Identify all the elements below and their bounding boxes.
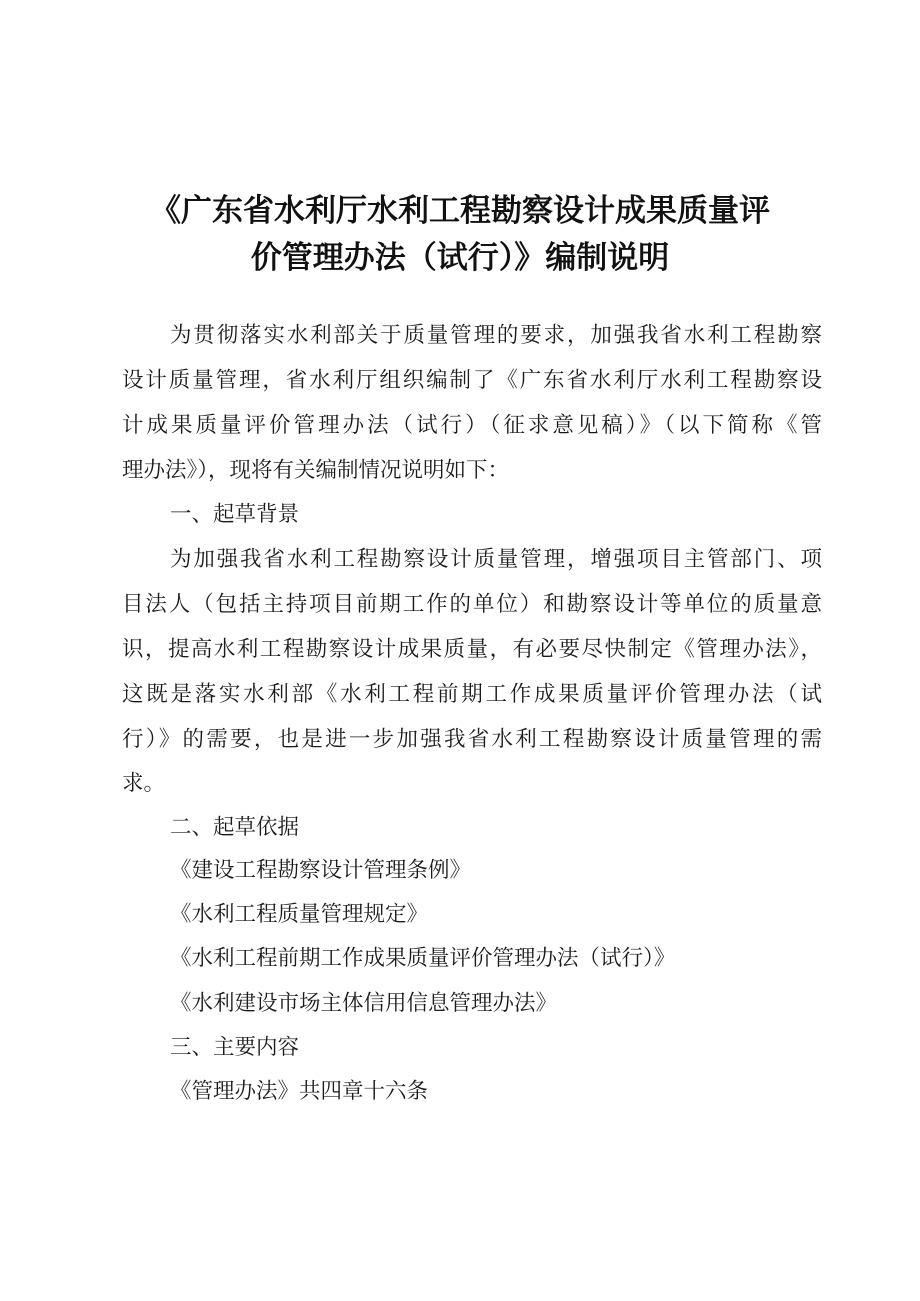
section-1-line-6: 求。 [122, 771, 166, 796]
intro-line-1: 为贯彻落实水利部关于质量管理的要求，加强我省水利工程勘察 [170, 323, 822, 348]
section-1-line-4: 这既是落实水利部《水利工程前期工作成果质量评价管理办法（试 [122, 682, 822, 707]
intro-line-2: 设计质量管理，省水利厅组织编制了《广东省水利厅水利工程勘察设 [122, 368, 822, 393]
section-2-item-3: 《水利工程前期工作成果质量评价管理办法（试行）》 [170, 946, 676, 971]
section-2-item-2: 《水利工程质量管理规定》 [170, 902, 429, 927]
intro-line-3: 计成果质量评价管理办法（试行）（征求意见稿）》（以下简称《管 [122, 413, 822, 438]
section-2-item-1: 《建设工程勘察设计管理条例》 [170, 858, 472, 883]
document-title-line-2: 价管理办法（试行）》编制说明 [250, 240, 670, 276]
intro-line-4: 理办法》），现将有关编制情况说明如下： [122, 458, 510, 483]
section-1-heading: 一、起草背景 [170, 502, 300, 527]
section-3-line-1: 《管理办法》共四章十六条 [170, 1079, 429, 1104]
section-1-line-5: 行）》的需要，也是进一步加强我省水利工程勘察设计质量管理的需 [122, 727, 822, 752]
section-3-heading: 三、主要内容 [170, 1035, 300, 1060]
section-2-item-4: 《水利建设市场主体信用信息管理办法》 [170, 991, 558, 1016]
document-title-line-1: 《广东省水利厅水利工程勘察设计成果质量评 [150, 193, 770, 229]
section-1-line-1: 为加强我省水利工程勘察设计质量管理，增强项目主管部门、项 [170, 547, 822, 572]
section-1-line-3: 识，提高水利工程勘察设计成果质量，有必要尽快制定《管理办法》， [122, 637, 822, 662]
section-1-line-2: 目法人（包括主持项目前期工作的单位）和勘察设计等单位的质量意 [122, 592, 822, 617]
section-2-heading: 二、起草依据 [170, 815, 300, 840]
